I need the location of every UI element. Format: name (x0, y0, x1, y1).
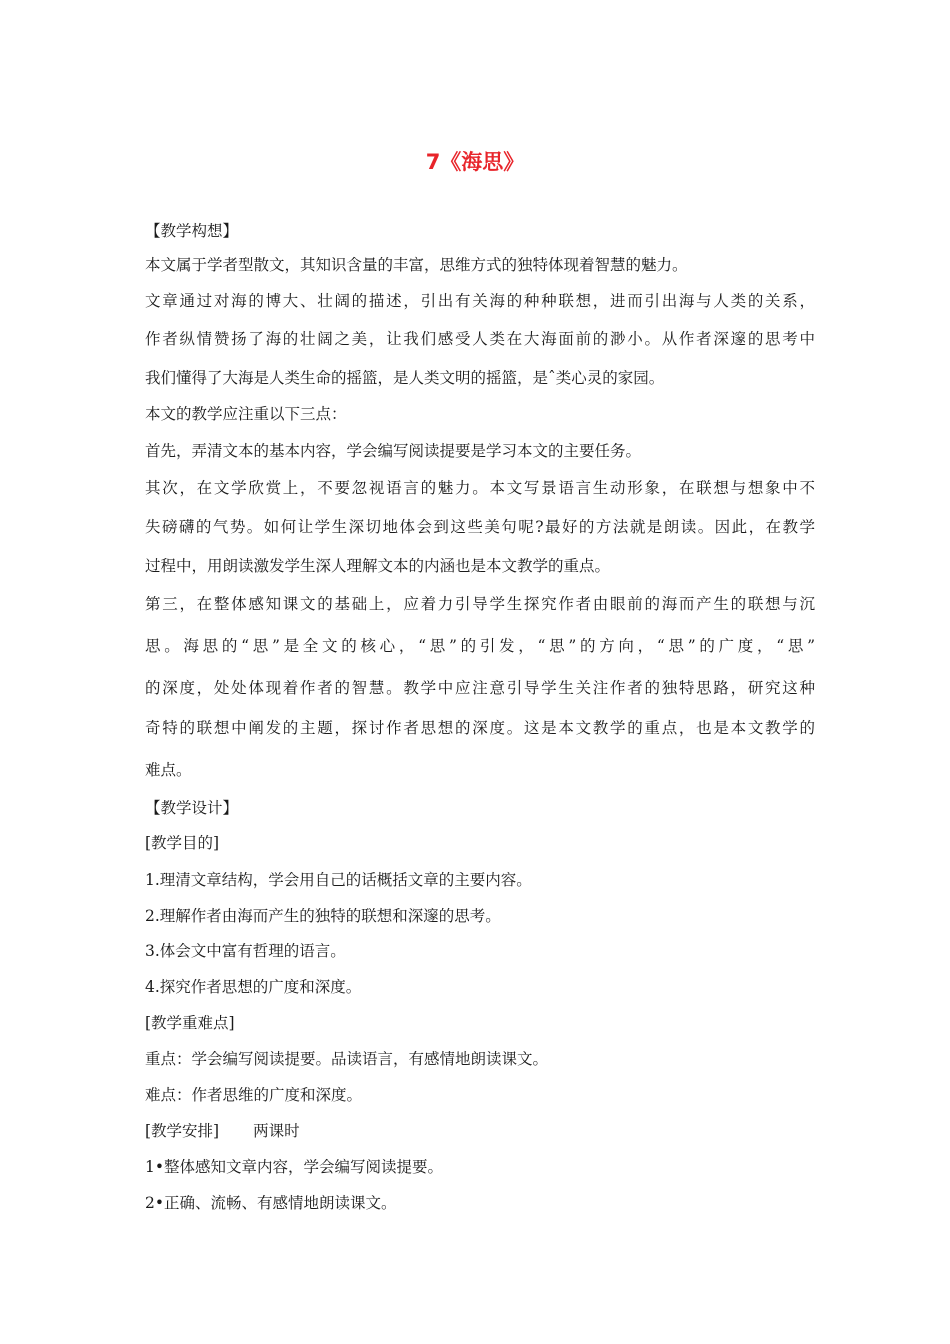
paragraph-line: 的深度，处处体现着作者的智慧。教学中应注意引导学生关注作者的独特思路，研究这种 (145, 679, 815, 697)
paragraph-line: 其次，在文学欣赏上，不要忽视语言的魅力。本文写景语言生动形象，在联想与想象中不 (145, 479, 815, 497)
paragraph-line: 思。海思的“思”是全文的核心，“思”的引发，“思”的方向，“思”的广度，“思” (145, 637, 815, 655)
list-item: 2.理解作者由海而产生的独特的联想和深邃的思考。 (145, 907, 501, 925)
subheading-schedule (145, 1120, 815, 1142)
paragraph-line: 本文的教学应注重以下三点： (145, 405, 347, 423)
paragraph-line: 首先，弄清文本的基本内容，学会编写阅读提要是学习本文的主要任务。 (145, 442, 642, 460)
list-item: 3.体会文中富有哲理的语言。 (145, 942, 346, 960)
subheading-key-points: [教学重难点] (145, 1014, 235, 1032)
section-heading-teaching-design: 【教学设计】 (145, 799, 239, 817)
list-item: 2•正确、流畅、有感情地朗读课文。 (145, 1194, 397, 1212)
paragraph-line: 本文属于学者型散文，其知识含量的丰富，思维方式的独特体现着智慧的魅力。 (145, 256, 688, 274)
paragraph-line: 难点。 (145, 761, 192, 779)
paragraph-line: 我们懂得了大海是人类生命的摇篮，是人类文明的摇篮，是ˆ类心灵的家园。 (145, 369, 665, 387)
schedule-value: 两课时 (253, 1122, 300, 1140)
paragraph-line: 文章通过对海的博大、壮阔的描述，引出有关海的种种联想，进而引出海与人类的关系， (145, 292, 815, 310)
list-item: 4.探究作者思想的广度和深度。 (145, 978, 362, 996)
subheading-teaching-goals: [教学目的] (145, 834, 220, 852)
paragraph-line: 作者纵情赞扬了海的壮阔之美，让我们感受人类在大海面前的渺小。从作者深邃的思考中 (145, 330, 815, 348)
section-heading-teaching-concept: 【教学构想】 (145, 222, 239, 240)
list-item: 1•整体感知文章内容，学会编写阅读提要。 (145, 1158, 444, 1176)
paragraph-line: 过程中，用朗读激发学生深人理解文本的内涵也是本文教学的重点。 (145, 557, 611, 575)
paragraph-line: 失磅礴的气势。如何让学生深切地体会到这些美句呢?最好的方法就是朗读。因此，在教学 (145, 518, 815, 536)
paragraph-line: 第三，在整体感知课文的基础上，应着力引导学生探究作者由眼前的海而产生的联想与沉 (145, 595, 815, 613)
paragraph-line: 奇特的联想中阐发的主题，探讨作者思想的深度。这是本文教学的重点，也是本文教学的 (145, 719, 815, 737)
paragraph-line: 难点：作者思维的广度和深度。 (145, 1086, 363, 1104)
schedule-label: [教学安排] (145, 1122, 220, 1140)
list-item: 1.理清文章结构，学会用自己的话概括文章的主要内容。 (145, 871, 532, 889)
document-title: 7《海思》 (425, 150, 525, 174)
paragraph-line: 重点：学会编写阅读提要。品读语言，有感情地朗读课文。 (145, 1050, 549, 1068)
